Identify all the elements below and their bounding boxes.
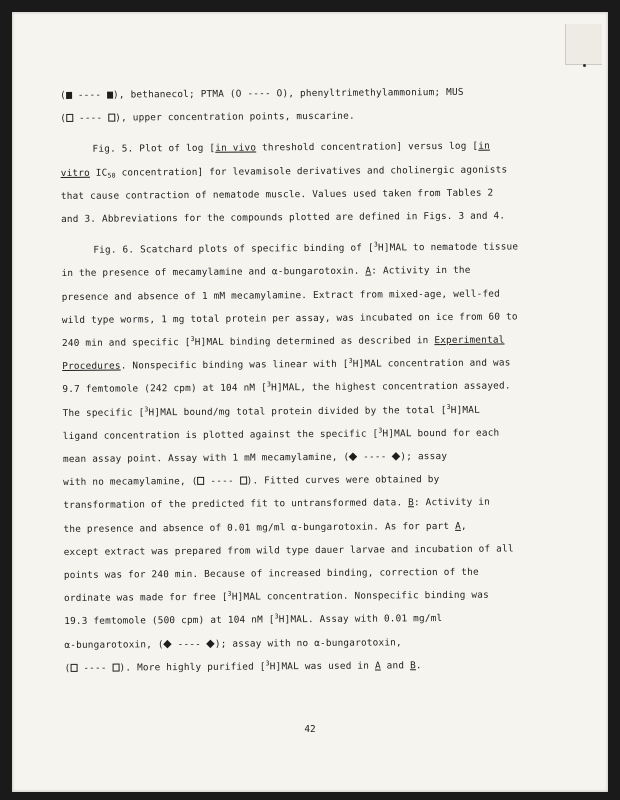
legend-text-block	[60, 80, 585, 680]
fig6-line-16: ordinate was made for free [$^3$H]MAL concentration. Nonspecific binding was	[63, 589, 489, 605]
open-square-symbol	[66, 114, 73, 122]
fig6-line-17: 19.3 femtomole (500 cpm) at 104 nM [$^3$H]MAL. Assay with 0.01 mg/ml	[64, 612, 443, 628]
fig5-line-2: vitro $IC_{50}$ concentration] for levamisole derivatives and cholinergic agonists	[60, 164, 508, 180]
document-page	[12, 12, 608, 792]
fig6-line-11: with no mecamylamine, ( ---- ). Fitted curves were obtained by	[63, 474, 440, 489]
folded-corner	[565, 24, 602, 65]
fig6-line-7: 9.7 femtomole (242 cpm) at 104 nM [$^3$H]MAL, the highest concentration assayed.	[62, 380, 511, 396]
fig5-line-3: that cause contraction of nematode muscle. Values used taken from Tables 2	[60, 187, 494, 202]
fig6-line-3: presence and absence of 1 mM mecamylamine. Extract from mixed-age, well-fed	[61, 288, 501, 303]
fig6-line-4: wild type worms, 1 mg total protein per assay, was incubated on ice from 60 to	[61, 311, 518, 326]
fig5-line-1: Fig. 5. Plot of log [in vivo threshold concentration] versus log [in	[92, 141, 491, 156]
continued-line-1: ( ---- ), bethanecol; PTMA (O ---- O), phenyltrimethylammonium; MUS	[60, 86, 464, 101]
fig6-line-1: Fig. 6. Scatchard plots of specific binding of [$^3$H]MAL to nematode tissue	[93, 240, 519, 256]
page-number: 42	[304, 724, 316, 735]
open-square-symbol	[240, 477, 247, 485]
fig6-line-5: 240 min and specific [$^3$H]MAL binding determined as described in Experimental	[61, 334, 505, 350]
fig6-line-18: α-bungarotoxin, ( ---- ); assay with no α-bungarotoxin,	[64, 637, 402, 651]
fig6-line-19: ( ---- ). More highly purified [$^3$H]MAL was used in A and B.	[64, 659, 422, 674]
fig6-line-9: ligand concentration is plotted against the specific [$^3$H]MAL bound for each	[62, 426, 500, 442]
open-square-symbol	[70, 664, 77, 672]
fig6-line-2: in the presence of mecamylamine and α-bungarotoxin. A: Activity in the	[61, 265, 471, 280]
open-square-symbol	[108, 114, 115, 122]
fig6-line-15: points was for 240 min. Because of increased binding, correction of the	[63, 566, 479, 582]
fig6-line-8: The specific [$^3$H]MAL bound/mg total protein divided by the total [$^3$H]MAL	[62, 402, 480, 419]
continued-line-2: ( ---- ), upper concentration points, muscarine.	[60, 110, 355, 125]
fig5-line-4: and 3. Abbreviations for the compounds plotted are defined in Figs. 3 and 4.	[61, 210, 506, 226]
paper-speck	[583, 64, 586, 67]
fig6-line-10: mean assay point. Assay with 1 mM mecamylamine, ( ---- ); assay	[62, 451, 448, 466]
fig6-line-6: Procedures. Nonspecific binding was linear with [$^3$H]MAL concentration and was	[62, 356, 511, 373]
fig6-line-12: transformation of the predicted fit to untransformed data. B: Activity in	[63, 497, 491, 512]
fig6-line-14: except extract was prepared from wild type dauer larvae and incubation of all	[63, 543, 514, 558]
open-square-symbol	[112, 663, 119, 671]
filled-square-symbol	[66, 92, 72, 99]
fig6-line-13: the presence and absence of 0.01 mg/ml α-bungarotoxin. As for part A,	[63, 520, 467, 535]
